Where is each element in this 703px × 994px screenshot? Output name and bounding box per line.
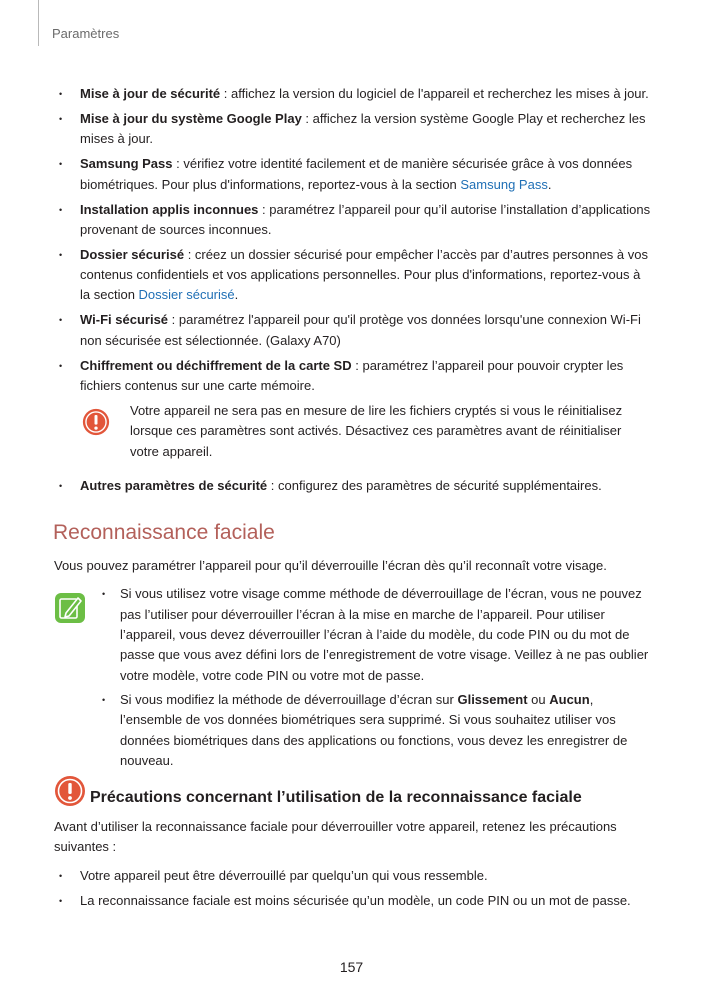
precautions-heading [54,787,652,809]
warning-text: Votre appareil ne sera pas en mesure de lire les fichiers cryptés si vous le réinitialisez lorsque ces paramètres sont activés. Désactivez ces paramètres avant de réinitialiser votre appareil. [130,402,623,459]
bullet: • [59,113,63,124]
note-list [102,584,652,771]
sd-warning-block [54,401,652,462]
note-text: Si vous modifiez la méthode de déverrouillage d’écran sur [120,691,458,707]
list-item [54,154,652,195]
precaution-text: Votre appareil peut être déverrouillé par quelqu’un qui vous ressemble. [80,867,488,883]
item-term: Chiffrement ou déchiffrement de la carte SD [80,357,352,373]
item-term: Mise à jour du système Google Play [80,110,302,126]
item-text: : paramétrez l’appareil pour qu’il autorise l’installation d’applications provenant de sources inconnues. [80,201,651,237]
list-item [54,84,652,104]
bullet: • [59,315,63,326]
samsung-pass-link[interactable]: Samsung Pass [460,176,548,192]
bullet: • [59,480,63,491]
option-glissement: Glissement [457,691,528,707]
bullet: • [59,870,63,881]
list-item [54,310,652,351]
precaution-text: La reconnaissance faciale est moins sécurisée qu’un modèle, un code PIN ou un mot de passe. [80,892,631,908]
precautions-title: Précautions concernant l’utilisation de la reconnaissance faciale [90,789,582,807]
exclamation-warning-icon [82,408,110,436]
item-text: : affichez la version du logiciel de l'appareil et recherchez les mises à jour. [220,86,649,101]
bullet: • [59,204,63,215]
section-intro: Vous pouvez paramétrer l’appareil pour qu’il déverrouille l’écran dès qu’il reconnaît votre visage. [54,558,607,574]
bullet: • [59,159,63,170]
page-header-title: Paramètres [52,26,120,41]
item-term: Mise à jour de sécurité [80,86,221,101]
item-text: : paramétrez l’appareil pour pouvoir crypter les fichiers contenus sur une carte mémoire. [80,357,624,393]
list-item [54,476,652,496]
security-list [54,84,652,396]
pencil-note-icon [54,592,86,624]
bullet: • [59,360,63,371]
item-text: : créez un dossier sécurisé pour empêcher l’accès par d’autres personnes à vos contenus confidentiels et vos applications personnelles. Pour plus d'informations, reportez-vous à la section [80,246,648,303]
note-text: Si vous utilisez votre visage comme méthode de déverrouillage de l’écran, vous ne pouvez pas l’utiliser pour déverrouiller l’écran à la mise en marche de l’appareil. Pour utiliser l’appareil, vous devez déverrouiller l’écran à l’aide du modèle, du code PIN ou du mot de passe que vous avez défini lors de l’enregistrement de votre visage. Veillez à ne pas oublier votre modèle, votre code PIN ou votre mot de passe. [120,586,649,683]
item-text-end: . [547,176,552,192]
option-aucun: Aucun [549,691,590,707]
note-text: , l’ensemble de vos données biométriques sera supprimé. Si vous souhaitez utiliser vos données biométriques dans des applications ou fonctions, vous devez les enregistrer de nouveau. [120,691,628,768]
item-text-end: . [234,287,239,303]
item-term: Samsung Pass [80,156,173,172]
bullet: • [102,589,106,600]
page-number: 157 [339,959,364,975]
list-item [54,245,652,306]
list-item [54,356,652,397]
list-item [54,866,652,886]
item-term: Installation applis inconnues [80,201,259,217]
item-term: Dossier sécurisé [80,246,185,262]
section-title: Reconnaissance faciale [53,521,275,545]
bullet: • [59,249,63,260]
exclamation-warning-icon [54,775,86,807]
item-text: : vérifiez votre identité facilement et de manière sécurisée grâce à vos données biométriques. Pour plus d'informations, reportez-vous à la section [80,156,633,192]
list-item [102,690,652,771]
item-term: Wi-Fi sécurisé [80,312,169,328]
item-text: : configurez des paramètres de sécurité supplémentaires. [267,477,602,493]
header-rule [38,0,39,46]
list-item [54,200,652,241]
face-note-block [54,584,652,771]
item-text: : paramétrez l'appareil pour qu'il protège vos données lorsqu'une connexion Wi-Fi non sécurisée est sélectionnée. (Galaxy A70) [80,312,641,348]
bullet: • [59,895,63,906]
list-item [102,584,652,685]
page-content [54,84,652,916]
other-security-list [54,476,652,496]
bullet: • [59,89,63,99]
bullet: • [102,694,106,705]
secure-folder-link[interactable]: Dossier sécurisé [138,287,235,303]
precautions-intro: Avant d’utiliser la reconnaissance faciale pour déverrouiller votre appareil, retenez les précautions suivantes : [54,819,617,855]
list-item [54,891,652,911]
item-term: Autres paramètres de sécurité [80,477,268,493]
note-text: ou [527,691,550,707]
item-text: : affichez la version système Google Play et recherchez les mises à jour. [80,110,646,147]
precautions-list [54,866,652,911]
list-item [54,109,652,150]
